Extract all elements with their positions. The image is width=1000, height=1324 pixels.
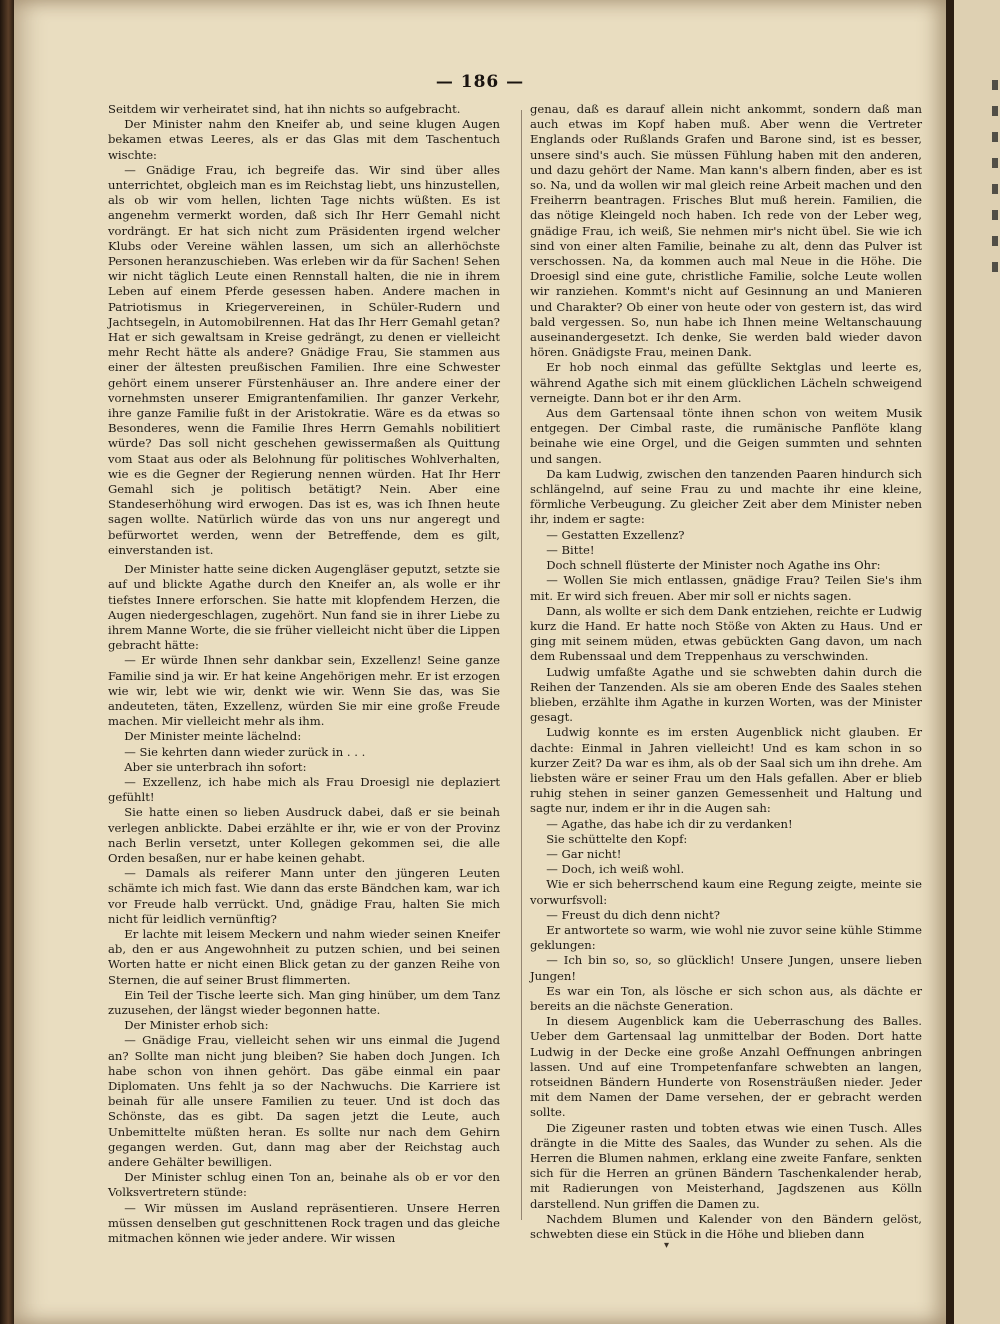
paragraph: — Er würde Ihnen sehr dankbar sein, Exzellenz! Seine ganze Familie sind ja wir. Er hat keine Angehörigen mehr. Er ist erzogen wie wir, lebt wie wir, denkt wie wir. Wenn Sie das, was Sie andeuteten, täten, Exzellenz, würden Sie mir eine große Freude machen. Mir vielleicht mehr als ihm.: [108, 653, 500, 729]
column-divider: [521, 110, 522, 1220]
page-number: — 186 —: [435, 72, 525, 92]
right-column: [530, 102, 922, 1242]
paragraph: Der Minister meinte lächelnd:: [124, 729, 302, 744]
paragraph: Der Minister hatte seine dicken Augengläser geputzt, setzte sie auf und blickte Agathe durch den Kneifer an, als wolle er ihr tiefstes Innere erforschen. Sie hatte mit klopfendem Herzen, die Augen niedergeschlagen, zugehört. Nun fand sie in ihrer Liebe zu ihrem Manne Worte, die sie früher vielleicht nicht über die Lippen gebracht hätte:: [108, 562, 500, 653]
paragraph: Der Minister schlug einen Ton an, beinahe als ob er vor den Volksvertretern stünde:: [108, 1170, 500, 1200]
paragraph: — Gnädige Frau, ich begreife das. Wir sind über alles unterrichtet, obgleich man es im Reichstag liebt, uns hinzustellen, als ob wir vom hellen, lichten Tage nichts wüßten. Es ist angenehm vermerkt worden, daß sich Ihr Herr Gemahl nicht vordrängt. Er hat sich nicht zum Präsidenten irgend welcher Klubs oder Vereine wählen lassen, um sich an allerhöchste Personen heranzuschieben. Was erleben wir da für Sachen! Sehen wir nicht täglich Leute einen Rennstall halten, die nie in ihrem Leben auf einem Pferde gesessen haben. Andere machen in Patriotismus in Kriegervereinen, in Schüler-Rudern und Jachtsegeln, in Automobilrennen. Hat das Ihr Herr Gemahl getan? Hat er sich gewaltsam in Kreise gedrängt, zu denen er vielleicht mehr Recht hätte als andere? Gnädige Frau, Sie stammen aus einer der ältesten preußischen Familien. Ihre eine Schwester gehört einem unserer Fürstenhäuser an. Ihre andere einer der vornehmsten unserer Emigrantenfamilien. Ihr ganzer Verkehr, ihre ganze Familie fußt in der Aristokratie. Wäre es da etwas so Besonderes, wenn die Familie Ihres Herrn Gemahls nobilitiert würde? Das soll nicht geschehen gewissermaßen als Quittung vom Staat aus oder als Belohnung für politisches Wohlverhalten, wie es die Gegner der Regierung nennen würden. Hat Ihr Herr Gemahl sich je politisch betätigt? Nein. Aber eine Standeserhöhung wird erwogen. Das ist es, was ich Ihnen heute sagen wollte. Natürlich würde das von uns nur angeregt und befürwortet werden, wenn der Betreffende, dem es gilt, einverstanden ist.: [108, 162, 500, 557]
paragraph: Der Minister nahm den Kneifer ab, und seine klugen Augen bekamen etwas Leeres, als er das Glas mit dem Taschentuch wischte:: [108, 117, 500, 162]
paragraph: — Ich bin so, so, so glücklich! Unsere Jungen, unsere lieben Jungen!: [530, 953, 922, 983]
paragraph: Ludwig konnte es im ersten Augenblick nicht glauben. Er dachte: Einmal in Jahren vielleicht! Und es kam schon in so kurzer Zeit? Da war es ihm, als ob der Saal sich um ihn drehe. Am liebsten wäre er seiner Frau um den Hals gefallen. Aber er blieb ruhig stehen in seiner ganzen Gemessenheit und Haltung und sagte nur, indem er ihr in die Augen sah:: [530, 725, 922, 816]
paragraph: Sie hatte einen so lieben Ausdruck dabei, daß er sie beinah verlegen anblickte. Dabei erzählte er ihr, wie er von der Provinz nach Berlin versetzt, unter Kollegen gekommen sei, die alle Orden besaßen, nur er habe keinen gehabt.: [108, 805, 500, 865]
left-column: [108, 102, 500, 1246]
paragraph: Ein Teil der Tische leerte sich. Man ging hinüber, um dem Tanz zuzusehen, der längst wieder begonnen hatte.: [108, 987, 500, 1017]
paragraph: — Sie kehrten dann wieder zurück in . . .: [124, 744, 366, 759]
paragraph: — Gar nicht!: [546, 846, 622, 861]
paragraph: Er antwortete so warm, wie wohl nie zuvor seine kühle Stimme geklungen:: [530, 922, 922, 953]
paragraph: Nachdem Blumen und Kalender von den Bändern gelöst, schwebten diese ein Stück in die Höhe und blieben dann: [530, 1211, 922, 1242]
bottom-arrow-mark: ▾: [664, 1240, 670, 1251]
paragraph: — Exzellenz, ich habe mich als Frau Droesigl nie deplaziert gefühlt!: [108, 774, 500, 805]
paragraph: — Freust du dich denn nicht?: [546, 907, 720, 922]
paragraph: — Agathe, das habe ich dir zu verdanken!: [546, 816, 793, 831]
paragraph: — Bitte!: [546, 542, 595, 557]
book-binding: [0, 0, 14, 1324]
paragraph: Er hob noch einmal das gefüllte Sektglas und leerte es, während Agathe sich mit einem glücklichen Lächeln schweigend verneigte. Dann bot er ihr den Arm.: [530, 360, 922, 405]
paragraph: Sie schüttelte den Kopf:: [546, 831, 688, 846]
paragraph: Der Minister erhob sich:: [124, 1018, 269, 1033]
paragraph: genau, daß es darauf allein nicht ankommt, sondern daß man auch etwas im Kopf haben muß. Aber wenn die Vertreter Englands oder Rußlands Grafen und Barone sind, ist es besser, unsere sind's auch. Sie müssen Fühlung haben mit den anderen, und dazu gehört der Name. Man kann's albern finden, aber es ist so. Na, und da wollen wir mal gleich reine Arbeit machen und den Freiherrn beantragen. Frisches Blut muß herein. Familien, die das nötige Kleingeld noch haben. Ich rede von der Leber weg, gnädige Frau, ich weiß, Sie nehmen mir's nicht übel. Sie wie ich sind von einer alten Familie, beinahe zu alt, denn das Pulver ist verschossen. Na, da kommen auch mal Neue in die Höhe. Die Droesigl sind eine gute, christliche Familie, solche Leute wollen wir ranziehen. Kommt's nicht auf Gesinnung an und Manieren und Charakter? Ob einer von heute oder von gestern ist, das wird bald vergessen. So, nun habe ich Ihnen meine Weltanschauung auseinandergesetzt. Ich denke, Sie werden bald wieder davon hören. Gnädigste Frau, meinen Dank.: [530, 102, 922, 360]
paragraph: Es war ein Ton, als lösche er sich schon aus, als dächte er bereits an die nächste Generation.: [530, 983, 922, 1013]
paragraph: Aber sie unterbrach ihn sofort:: [124, 759, 307, 774]
paragraph: Aus dem Gartensaal tönte ihnen schon von weitem Musik entgegen. Der Cimbal raste, die rumänische Panflöte klang beinahe wie eine Orgel, und die Geigen summten und sehnten und sangen.: [530, 406, 922, 466]
paragraph: In diesem Augenblick kam die Ueberraschung des Balles. Ueber dem Gartensaal lag unmittelbar der Boden. Dort hatte Ludwig in der Decke eine große Anzahl Oeffnungen anbringen lassen. Und auf eine Trompetenfanfare schwebten an langen, rotseidnen Bändern Hunderte von Rosensträußen nieder. Jeder mit dem Namen der Dame versehen, der er gebracht werden sollte.: [530, 1014, 922, 1120]
paragraph: — Gnädige Frau, vielleicht sehen wir uns einmal die Jugend an? Sollte man nicht jung bleiben? Sie haben doch Jungen. Ich habe schon von ihnen gehört. Das gäbe einmal ein paar Diplomaten. Uns fehlt ja so der Nachwuchs. Die Karriere ist beinah für alle unsere Familien zu teuer. Und ist doch das Schönste, das es gibt. Da sagen jetzt die Leute, auch Unbemittelte müßten heran. Es sollte nur nach dem Gehirn gegangen werden. Gut, dann mag aber der Reichstag auch andere Gehälter bewilligen.: [108, 1033, 500, 1170]
paragraph: Er lachte mit leisem Meckern und nahm wieder seinen Kneifer ab, den er aus Angewohnheit zu putzen schien, und bei seinen Worten hatte er nicht einen Blick getan zu der ganzen Reihe von Sternen, die auf seiner Brust flimmerten.: [108, 926, 500, 987]
paragraph: Seitdem wir verheiratet sind, hat ihn nichts so aufgebracht.: [108, 102, 461, 116]
paragraph: Wie er sich beherrschend kaum eine Regung zeigte, meinte sie vorwurfsvoll:: [530, 877, 922, 907]
paragraph: — Gestatten Exzellenz?: [546, 527, 685, 542]
paragraph: Da kam Ludwig, zwischen den tanzenden Paaren hindurch sich schlängelnd, auf seine Frau zu und machte ihr eine kleine, förmliche Verbeugung. Zu gleicher Zeit aber dem Minister neben ihr, indem er sagte:: [530, 466, 922, 527]
next-page-edge: [946, 0, 1000, 1324]
paragraph: Dann, als wollte er sich dem Dank entziehen, reichte er Ludwig kurz die Hand. Er hatte noch Stöße von Akten zu Haus. Und er ging mit seinem müden, etwas gebückten Gang davon, um nach dem Rubenssaal und dem Treppenhaus zu verschwinden.: [530, 603, 922, 664]
paragraph: Die Zigeuner rasten und tobten etwas wie einen Tusch. Alles drängte in die Mitte des Saales, das Wunder zu sehen. Als die Herren die Blumen nahmen, erklang eine zweite Fanfare, senkten sich für die Herren an grünen Bändern Taschenkalender herab, mit Radierungen von Meisterhand, Jagdszenen aus Kölln darstellend. Nun griffen die Damen zu.: [530, 1120, 922, 1211]
paragraph: — Doch, ich weiß wohl.: [546, 862, 685, 877]
paragraph: Ludwig umfaßte Agathe und sie schwebten dahin durch die Reihen der Tanzenden. Als sie am oberen Ende des Saales stehen blieben, erzählte ihm Agathe in kurzen Worten, was der Minister gesagt.: [530, 664, 922, 725]
paragraph: Doch schnell flüsterte der Minister noch Agathe ins Ohr:: [546, 558, 881, 573]
paragraph: — Damals als reiferer Mann unter den jüngeren Leuten schämte ich mich fast. Wie dann das erste Bändchen kam, war ich vor Freude halb verrückt. Und, gnädige Frau, halten Sie mich nicht für leidlich vernünftig?: [108, 866, 500, 926]
paragraph: — Wollen Sie mich entlassen, gnädige Frau? Teilen Sie's ihm mit. Er wird sich freuen. Aber mir soll er nichts sagen.: [530, 573, 922, 603]
edge-print-marks: [992, 80, 998, 280]
paragraph: — Wir müssen im Ausland repräsentieren. Unsere Herren müssen denselben gut geschnittenen Rock tragen und das gleiche mitmachen können wie jeder andere. Wir wissen: [108, 1200, 500, 1246]
book-page: [14, 0, 946, 1324]
